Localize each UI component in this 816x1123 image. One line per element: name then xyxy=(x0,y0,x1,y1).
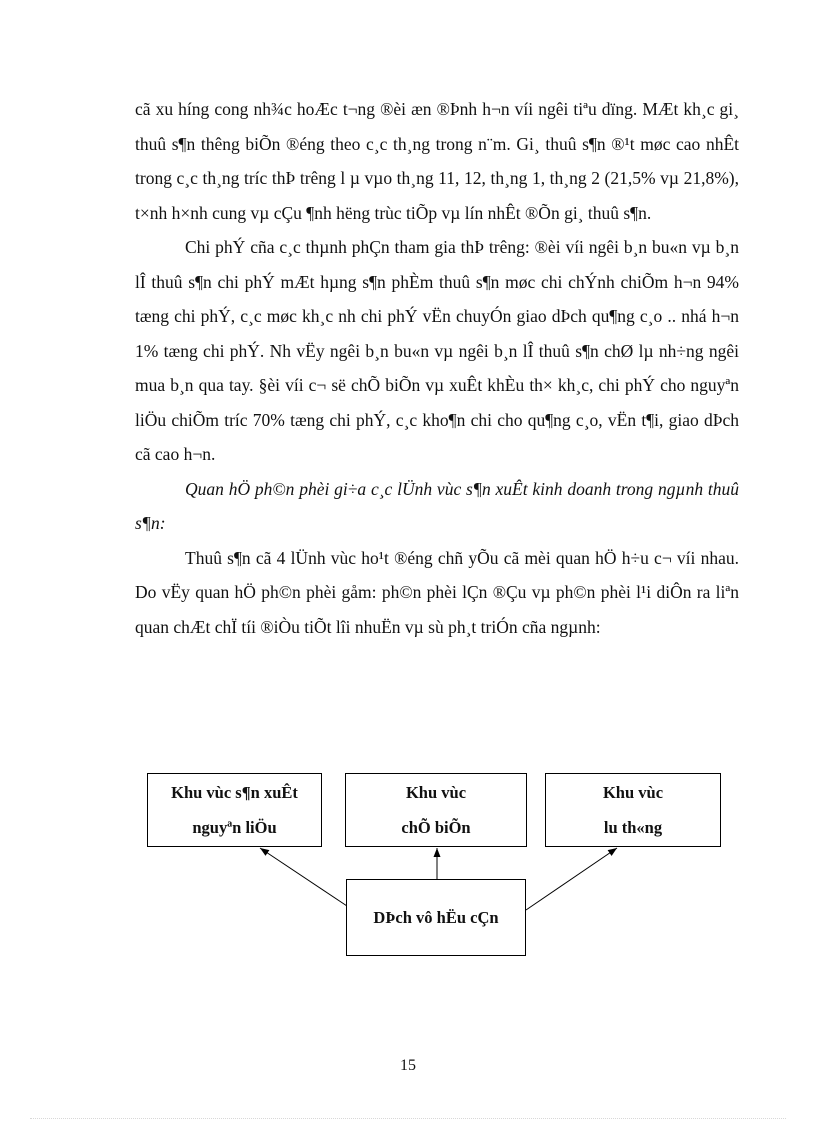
box-circulation-sector: Khu vùc lu th«ng xyxy=(545,773,721,847)
arrow-to-circulation xyxy=(526,848,617,910)
box-production-sector: Khu vùc s¶n xuÊt nguyªn liÖu xyxy=(147,773,322,847)
page-number: 15 xyxy=(400,1057,416,1074)
paragraph-sectors: Thuû s¶n cã 4 lÜnh vùc ho¹t ®éng chñ yÕu cã mèi quan hÖ h÷u c¬ víi nhau. Do vËy quan hÖ ph©n phèi gåm: ph©n phèi lÇn ®Çu vµ ph©n phèi l¹i diÔn ra liªn quan chÆt chÏ tíi ®iÒu tiÕt lîi nhuËn vµ sù ph¸t triÓn cña ngµnh: xyxy=(135,547,739,637)
box-processing-sector: Khu vùc chÕ biÕn xyxy=(345,773,527,847)
paragraph-price-trends: cã xu híng cong nh¾c hoÆc t¬ng ®èi æn ®Þnh h¬n víi ngêi tiªu dïng. MÆt kh¸c gi¸ thuû s¶n thêng biÕn ®éng theo c¸c th¸ng trong n¨m. Gi¸ thuû s¶n ®¹t møc cao nhÊt trong c¸c th¸ng tríc thÞ trêng l µ vµo th¸ng 11, 12, th¸ng 1, th¸ng 2 (21,5% vµ 21,8%), t×nh h×nh cung vµ cÇu ¶nh hëng trùc tiÕp vµ lín nhÊt ®Õn gi¸ thuû s¶n. xyxy=(135,99,739,223)
section-heading-distribution: Quan hÖ ph©n phèi gi÷a c¸c lÜnh vùc s¶n xuÊt kinh doanh trong ngµnh thuû s¶n: xyxy=(135,478,739,533)
paragraph-costs: Chi phÝ cña c¸c thµnh phÇn tham gia thÞ trêng: ®èi víi ngêi b¸n bu«n vµ b¸n lÎ thuû s¶n chi phÝ mÆt hµng s¶n phÈm thuû s¶n møc chi chÝnh chiÕm h¬n 94% tæng chi phÝ, c¸c møc kh¸c nh chi phÝ vËn chuyÓn giao dÞch qu¶ng c¸o .. nhá h¬n 1% tæng chi phÝ. Nh vËy ngêi b¸n bu«n vµ ngêi b¸n lÎ thuû s¶n chØ lµ nh÷ng ngêi mua b¸n qua tay. §èi víi c¬ së chÕ biÕn vµ xuÊt khÈu th× kh¸c, chi phÝ cho nguyªn liÖu chiÕm tríc 70% tæng chi phÝ, c¸c kho¶n chi cho qu¶ng c¸o, vËn t¶i, giao dÞch cã cao h¬n. xyxy=(135,237,739,464)
page-bottom-divider xyxy=(30,1118,786,1119)
arrow-to-production xyxy=(260,848,347,906)
box-logistics-services: DÞch vô hËu cÇn xyxy=(346,879,526,956)
